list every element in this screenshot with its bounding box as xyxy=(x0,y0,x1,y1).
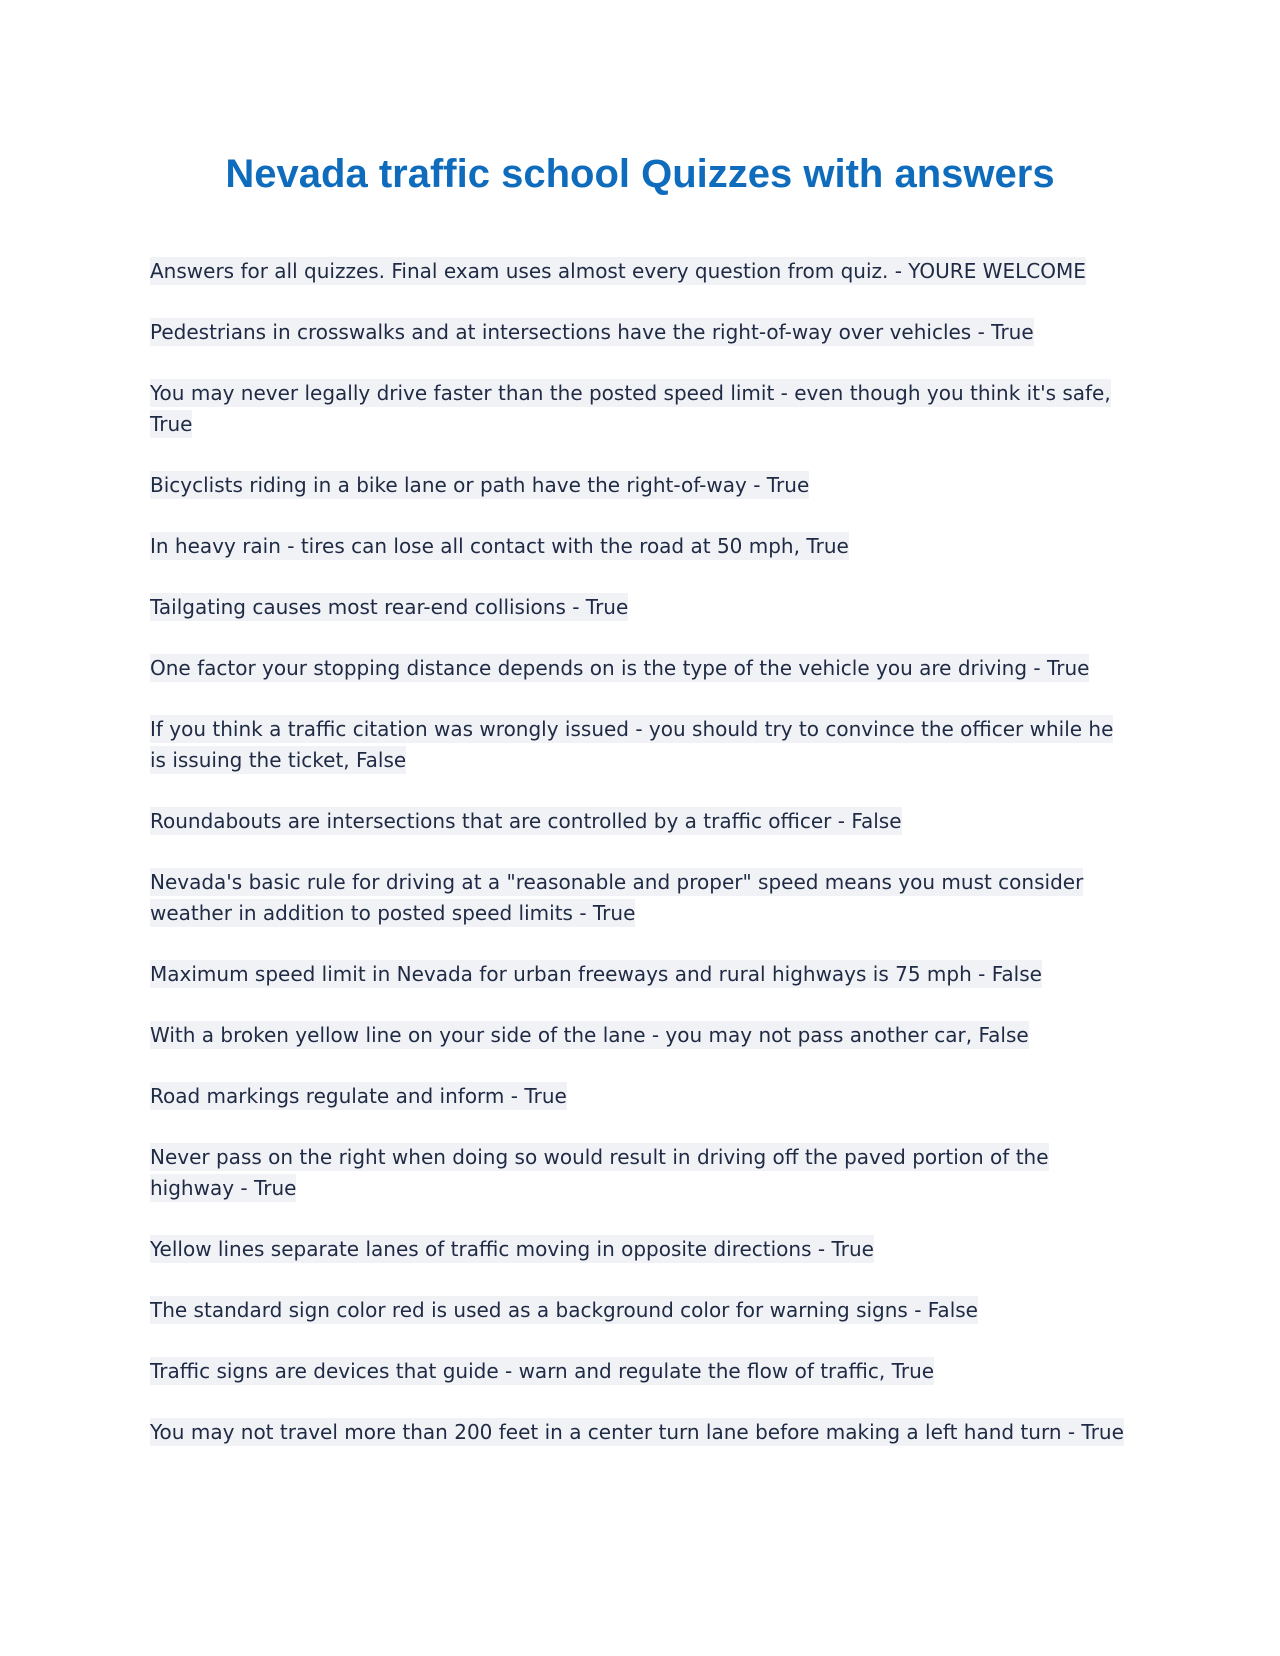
paragraph xyxy=(150,1234,1135,1265)
paragraph-text: Nevada's basic rule for driving at a "reasonable and proper" speed means you must consider weather in addition to posted speed limits - True xyxy=(150,870,1084,925)
paragraph-text: Road markings regulate and inform - True xyxy=(150,1084,567,1108)
paragraph-text: The standard sign color red is used as a background color for warning signs - False xyxy=(150,1298,978,1322)
paragraph-text: Never pass on the right when doing so would result in driving off the paved portion of the highway - True xyxy=(150,1145,1049,1200)
paragraph-text: Tailgating causes most rear-end collisions - True xyxy=(150,595,629,619)
paragraph-text: You may not travel more than 200 feet in a center turn lane before making a left hand turn - True xyxy=(150,1420,1124,1444)
paragraph-text: You may never legally drive faster than the posted speed limit - even though you think it's safe, True xyxy=(150,381,1111,436)
paragraph-text: With a broken yellow line on your side of the lane - you may not pass another car, False xyxy=(150,1023,1029,1047)
paragraph-text: Answers for all quizzes. Final exam uses almost every question from quiz. - YOURE WELCOME xyxy=(150,259,1086,283)
paragraph-text: Maximum speed limit in Nevada for urban freeways and rural highways is 75 mph - False xyxy=(150,962,1042,986)
paragraph xyxy=(150,867,1135,929)
paragraph xyxy=(150,1356,1135,1387)
paragraph-text: Roundabouts are intersections that are controlled by a traffic officer - False xyxy=(150,809,902,833)
paragraph xyxy=(150,378,1135,440)
paragraph xyxy=(150,1142,1135,1204)
paragraph xyxy=(150,1020,1135,1051)
paragraph-text: One factor your stopping distance depends on is the type of the vehicle you are driving - True xyxy=(150,656,1090,680)
paragraph-text: Yellow lines separate lanes of traffic moving in opposite directions - True xyxy=(150,1237,874,1261)
paragraph xyxy=(150,714,1135,776)
paragraph xyxy=(150,806,1135,837)
paragraph-text: If you think a traffic citation was wrongly issued - you should try to convince the officer while he is issuing the ticket, False xyxy=(150,717,1114,772)
paragraph xyxy=(150,959,1135,990)
paragraph xyxy=(150,470,1135,501)
paragraph-text: Pedestrians in crosswalks and at intersections have the right-of-way over vehicles - True xyxy=(150,320,1034,344)
paragraph-text: Traffic signs are devices that guide - warn and regulate the flow of traffic, True xyxy=(150,1359,935,1383)
paragraph xyxy=(150,531,1135,562)
paragraph xyxy=(150,1295,1135,1326)
paragraph xyxy=(150,1081,1135,1112)
document-title: Nevada traffic school Quizzes with answers xyxy=(225,152,1055,196)
paragraph-text: In heavy rain - tires can lose all contact with the road at 50 mph, True xyxy=(150,534,849,558)
paragraph xyxy=(150,653,1135,684)
paragraph-text: Bicyclists riding in a bike lane or path have the right-of-way - True xyxy=(150,473,810,497)
paragraph xyxy=(150,317,1135,348)
paragraph xyxy=(150,256,1135,287)
paragraph xyxy=(150,1417,1135,1448)
document-body xyxy=(150,256,1135,1478)
paragraph xyxy=(150,592,1135,623)
